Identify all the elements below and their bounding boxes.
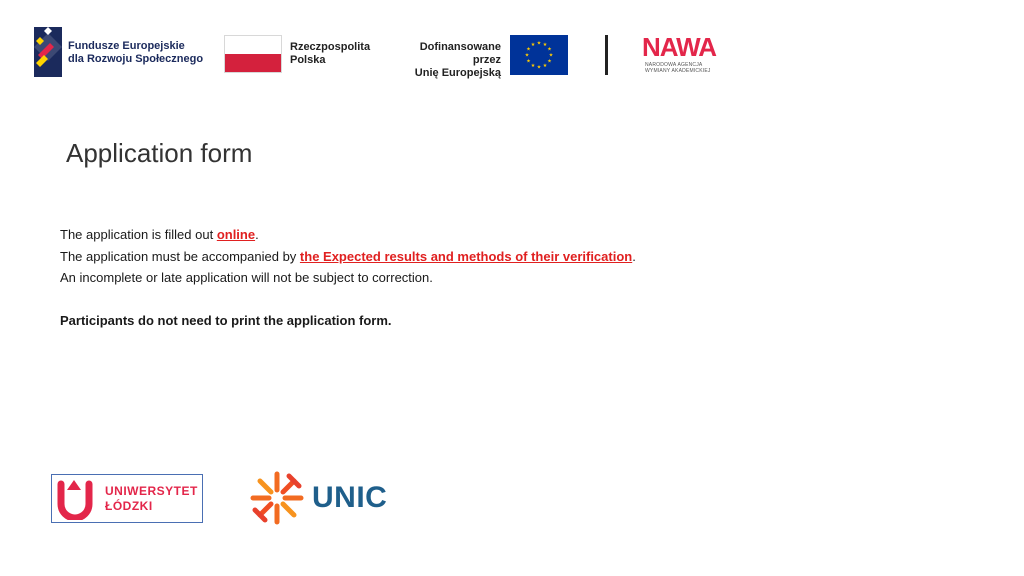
eu-line2: Unię Europejską	[414, 67, 501, 79]
fe-line2: dla Rozwoju Społecznego	[68, 53, 204, 65]
eu-flag-icon	[510, 35, 568, 75]
nawa-sub2: WYMIANY AKADEMICKIEJ	[645, 68, 711, 74]
svg-text:★: ★	[526, 46, 531, 53]
fe-logo	[34, 27, 224, 81]
line1-suffix: .	[255, 227, 259, 242]
svg-text:★: ★	[536, 40, 542, 47]
header-logo-bar	[0, 0, 1024, 100]
unic-logo	[250, 471, 390, 527]
ul-logo	[51, 474, 203, 523]
line-incomplete: An incomplete or late application will not be subject to correction.	[60, 270, 433, 285]
rp-line1: Rzeczpospolita	[290, 41, 371, 53]
ul-line2: ŁÓDZKI	[105, 499, 153, 513]
line2-prefix: The application must be accompanied by	[60, 248, 300, 264]
line2-suffix: .	[632, 248, 636, 264]
svg-text:★: ★	[547, 46, 552, 53]
svg-text:★: ★	[542, 42, 548, 48]
expected-results-link[interactable]: the Expected results and methods of their verification	[299, 248, 633, 264]
rp-line2: Polska	[290, 54, 326, 66]
svg-text:★: ★	[526, 58, 531, 65]
nawa-logo	[642, 33, 742, 77]
svg-text:★: ★	[536, 64, 542, 71]
svg-text:★: ★	[530, 42, 536, 48]
poland-flag-icon	[224, 35, 282, 73]
svg-text:★: ★	[542, 63, 548, 69]
line-online	[60, 224, 636, 246]
nawa-sub1: NARODOWA AGENCJA	[645, 62, 703, 68]
fe-flag-icon	[34, 27, 62, 77]
content-body	[60, 224, 636, 332]
fe-line1: Fundusze Europejskie	[68, 40, 185, 52]
page-title: Application form	[66, 138, 253, 168]
print-note: Participants do not need to print the application form.	[60, 313, 392, 328]
online-link[interactable]: online	[216, 227, 256, 242]
logo-divider	[605, 35, 608, 75]
svg-text:★: ★	[548, 52, 554, 59]
ul-u-arrow-icon	[55, 478, 95, 520]
svg-text:★: ★	[524, 52, 530, 59]
unic-star-icon	[250, 471, 304, 525]
ul-line1: UNIWERSYTET	[105, 484, 198, 498]
svg-text:★: ★	[547, 58, 552, 65]
line1-prefix: The application is filled out	[60, 227, 217, 242]
nawa-word: NAWA	[642, 32, 716, 62]
eu-line1: Dofinansowane przez	[419, 41, 501, 66]
svg-text:★: ★	[530, 63, 536, 69]
line-expected-results	[60, 246, 636, 268]
unic-word: UNIC	[312, 481, 388, 514]
